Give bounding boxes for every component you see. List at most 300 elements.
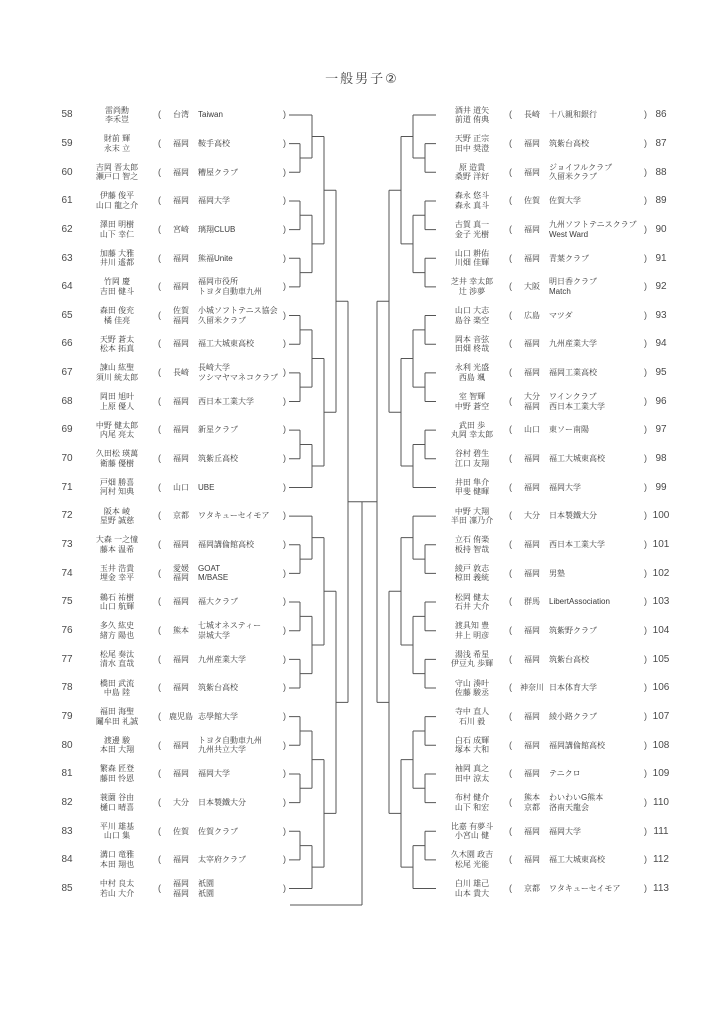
team-name: 九州ソフトテニスクラブ West Ward [549,220,637,239]
seed-number: 84 [61,854,73,866]
close-paren: ) [644,281,647,292]
seed-number: 102 [652,567,670,579]
prefecture: 福岡 [524,454,540,464]
team-name: マツダ [549,310,573,320]
close-paren: ) [644,137,647,148]
open-paren: ( [158,109,161,120]
open-paren: ( [509,281,512,292]
player-names: 戸畑 勝喜 河村 知典 [99,477,135,497]
player-names: 中野 大翔 半田 凜乃介 [450,506,494,526]
player-names: 大森 一之憧 藤本 温希 [95,535,139,554]
entry-row-103 [438,589,672,615]
entry-row-101 [438,532,672,558]
seed-number: 62 [61,223,73,235]
team-name: 日本体育大学 [549,683,597,693]
prefecture: 福岡 [173,597,189,607]
entry-row-85 [55,876,289,902]
bracket-path [289,115,436,905]
team-name: 新星クラブ [198,425,238,435]
seed-number: 90 [655,223,667,235]
open-paren: ( [509,252,512,263]
entry-row-71 [55,474,289,500]
entry-row-62 [55,217,289,243]
entry-row-82 [55,790,289,816]
close-paren: ) [644,252,647,263]
seed-number: 64 [61,281,73,293]
player-names: 蓑薗 谷由 樋口 晴喜 [99,793,135,812]
entry-row-111 [438,818,672,844]
seed-number: 79 [61,710,73,722]
seed-number: 113 [653,882,669,894]
seed-number: 111 [653,825,669,837]
seed-number: 94 [655,338,667,350]
entry-row-97 [438,417,672,443]
entry-row-81 [55,761,289,787]
close-paren: ) [644,223,647,234]
seed-number: 103 [652,596,670,608]
team-name: 小城ソフトテニス協会 久留米クラブ [198,306,278,325]
close-paren: ) [644,166,647,177]
seed-number: 73 [61,539,73,550]
player-names: 松岡 健太 石井 大介 [454,592,490,612]
close-paren: ) [644,596,647,607]
seed-number: 74 [61,567,73,579]
close-paren: ) [283,882,286,893]
prefecture: 福岡 [524,482,540,492]
prefecture: 福岡 [173,740,189,750]
team-name: 福大クラブ [198,597,238,607]
close-paren: ) [283,453,286,464]
player-names: 井田 隼介 甲斐 健暉 [454,477,490,497]
close-paren: ) [283,510,286,521]
entry-row-59 [55,131,289,157]
seed-number: 83 [61,825,73,837]
open-paren: ( [509,109,512,120]
team-name: 福岡大学 [198,196,230,206]
prefecture: 福岡 [524,769,540,779]
seed-number: 92 [655,281,667,293]
open-paren: ( [509,710,512,721]
player-names: 久木園 政吉 松尾 光能 [450,850,494,869]
entry-row-83 [55,818,289,844]
team-name: LibertAssociation [549,597,610,607]
player-names: 久田松 瑛萬 衛藤 優樹 [95,449,139,468]
prefecture: 福岡 [524,740,540,750]
team-name: 筑紫丘高校 [198,454,238,464]
close-paren: ) [283,252,286,263]
close-paren: ) [283,338,286,349]
team-name: 佐賀大学 [549,196,581,206]
entry-row-60 [55,159,289,185]
player-names: 立石 侑楽 板持 智哉 [454,535,490,554]
open-paren: ( [509,624,512,635]
prefecture: 佐賀 [524,196,540,206]
seed-number: 99 [655,481,667,493]
prefecture: 熊本 京都 [524,793,540,812]
open-paren: ( [158,682,161,693]
entry-row-108 [438,732,672,758]
open-paren: ( [509,510,512,521]
seed-number: 91 [655,252,667,264]
open-paren: ( [158,195,161,206]
team-name: 筑紫台高校 [549,138,589,148]
open-paren: ( [509,854,512,865]
page-title: 一般男子② [325,71,399,86]
prefecture: 福岡 [524,138,540,148]
team-name: ジョイフルクラブ 久留米クラブ [549,162,613,182]
open-paren: ( [158,166,161,177]
player-names: 古賀 真一 金子 光樹 [454,220,490,239]
team-name: 東ソー南陽 [549,425,589,435]
prefecture: 福岡 [173,425,189,435]
prefecture: 福岡 福岡 [173,879,189,898]
prefecture: 福岡 [524,540,540,549]
player-names: 玉井 浩貴 埋金 幸平 [99,563,135,583]
seed-number: 97 [655,424,667,436]
seed-number: 68 [61,395,73,407]
player-names: 橋田 武流 中島 陸 [99,678,135,697]
close-paren: ) [644,739,647,750]
entry-row-113 [438,876,672,902]
close-paren: ) [644,338,647,349]
seed-number: 101 [652,539,670,550]
player-names: 渡具知 豊 井上 明彦 [454,621,490,640]
prefecture: 佐賀 [173,826,189,836]
entry-row-66 [55,331,289,357]
seed-number: 88 [655,166,667,178]
close-paren: ) [644,510,647,521]
player-names: 雷尚勳 李禾豈 [105,105,129,124]
player-names: 吉岡 晋太郎 瀬戸口 智之 [95,162,139,182]
seed-number: 110 [653,796,669,808]
open-paren: ( [509,682,512,693]
entry-row-89 [438,188,672,214]
player-names: 中村 良太 若山 大介 [99,879,135,898]
seed-number: 100 [652,510,670,522]
prefecture: 福岡 [173,454,189,464]
seed-number: 69 [61,424,73,436]
entry-row-107 [438,704,672,730]
seed-number: 81 [61,768,73,780]
close-paren: ) [644,424,647,435]
close-paren: ) [644,854,647,865]
seed-number: 82 [61,796,73,808]
open-paren: ( [158,481,161,492]
open-paren: ( [509,166,512,177]
close-paren: ) [644,768,647,779]
prefecture: 山口 [524,425,540,435]
entry-row-94 [438,331,672,357]
prefecture: 鹿児島 [169,711,193,721]
entry-row-102 [438,560,672,586]
open-paren: ( [509,367,512,378]
open-paren: ( [509,739,512,750]
player-names: 酒井 道矢 前道 侑典 [454,105,490,124]
prefecture: 大分 [524,511,540,521]
close-paren: ) [644,309,647,320]
entry-row-74 [55,560,289,586]
close-paren: ) [644,624,647,635]
seed-number: 87 [655,137,667,149]
prefecture: 福岡 [524,855,540,865]
close-paren: ) [283,796,286,807]
entry-row-87 [438,131,672,157]
prefecture: 福岡 [173,253,189,263]
seed-number: 66 [61,338,73,350]
team-name: UBE [198,482,215,492]
entry-row-73 [55,532,289,558]
team-name: 西日本工業大学 [198,396,254,406]
close-paren: ) [644,653,647,664]
close-paren: ) [283,596,286,607]
team-name: トヨタ自動車九州 九州共立大学 [198,735,262,755]
close-paren: ) [644,682,647,693]
close-paren: ) [283,653,286,664]
open-paren: ( [509,309,512,320]
close-paren: ) [283,739,286,750]
entry-row-72 [55,503,289,529]
prefecture: 宮崎 [173,224,189,234]
open-paren: ( [158,567,161,578]
close-paren: ) [283,624,286,635]
seed-number: 106 [652,682,670,694]
seed-number: 71 [61,481,73,493]
close-paren: ) [283,223,286,234]
prefecture: 福岡 [524,568,540,578]
team-name: GOAT M/BASE [198,563,229,583]
team-name: 綾小路クラブ [549,711,597,721]
player-names: 鵜石 祐樹 山口 航輝 [99,592,135,612]
seed-number: 67 [61,367,73,379]
player-names: 諌山 紘聖 須川 統太郎 [95,363,139,382]
open-paren: ( [158,309,161,320]
entry-row-109 [438,761,672,787]
player-names: 竹岡 慶 吉田 健斗 [99,277,135,296]
prefecture: 大分 [173,797,189,807]
team-name: 福工大城東高校 [198,339,254,349]
open-paren: ( [158,453,161,464]
prefecture: 福岡 [173,282,189,292]
prefecture: 福岡 [173,855,189,865]
team-name: 七城オネスティー 崇城大学 [198,621,262,640]
close-paren: ) [283,424,286,435]
open-paren: ( [158,137,161,148]
close-paren: ) [644,453,647,464]
team-name: 福岡大学 [549,482,581,492]
prefecture: 京都 [524,883,540,893]
seed-number: 65 [61,309,73,321]
close-paren: ) [644,195,647,206]
team-name: 福工大城東高校 [549,855,605,865]
prefecture: 群馬 [524,597,540,607]
close-paren: ) [283,195,286,206]
entry-row-80 [55,732,289,758]
team-name: 西日本工業大学 [549,540,605,549]
open-paren: ( [158,252,161,263]
prefecture: 福岡 [173,196,189,206]
team-name: わいわいG熊本 洛南天龍会 [549,793,604,812]
open-paren: ( [158,796,161,807]
team-name: 明日香クラブ Match [549,277,597,296]
close-paren: ) [644,710,647,721]
prefecture: 熊本 [173,625,189,635]
seed-number: 85 [61,882,73,894]
team-name: 璃翔CLUB [198,224,236,234]
prefecture: 福岡 [173,339,189,349]
prefecture: 福岡 [524,711,540,721]
close-paren: ) [283,309,286,320]
player-names: 布村 健介 山下 和宏 [454,793,490,812]
open-paren: ( [158,539,161,549]
entry-row-76 [55,618,289,644]
prefecture: 福岡 [524,339,540,349]
player-names: 繁森 匠登 藤田 怜恩 [99,764,135,783]
team-name: ワインクラブ 西日本工業大学 [549,392,605,411]
open-paren: ( [158,424,161,435]
team-name: Taiwan [198,110,223,120]
team-name: 男塾 [549,568,565,578]
player-names: 原 造貴 桑野 洋好 [454,162,490,182]
entry-row-86 [438,102,672,128]
open-paren: ( [509,223,512,234]
entry-row-106 [438,675,672,701]
entry-row-104 [438,618,672,644]
player-names: 渡邊 駿 本田 大翔 [99,735,135,755]
entry-row-61 [55,188,289,214]
open-paren: ( [158,596,161,607]
close-paren: ) [283,825,286,836]
seed-number: 63 [61,252,73,264]
close-paren: ) [644,367,647,378]
prefecture: 福岡 [524,654,540,664]
prefecture: 福岡 [524,224,540,234]
player-names: 多久 紘史 緒方 陽也 [99,621,135,640]
player-names: 寺中 直人 石川 毅 [454,707,490,726]
prefecture: 山口 [173,482,189,492]
prefecture: 福岡 [524,368,540,378]
player-names: 岡本 音弦 田畑 柊哉 [454,334,490,354]
open-paren: ( [158,510,161,521]
open-paren: ( [509,539,512,549]
seed-number: 104 [652,624,670,636]
player-names: 比嘉 有夢斗 小宮山 健 [450,821,494,841]
player-names: 山口 大志 島谷 楽空 [454,306,490,325]
open-paren: ( [158,367,161,378]
prefecture: 福岡 [173,769,189,779]
team-name: ワタキューセイモア [198,511,270,521]
entry-row-110 [438,790,672,816]
entry-row-92 [438,274,672,300]
close-paren: ) [283,682,286,693]
open-paren: ( [509,395,512,406]
player-names: 守山 湊叶 佐藤 駿丞 [454,678,490,697]
prefecture: 福岡 [173,654,189,664]
prefecture: 広島 [524,310,540,320]
entry-row-112 [438,847,672,873]
entry-row-79 [55,704,289,730]
open-paren: ( [158,825,161,836]
open-paren: ( [158,768,161,779]
player-names: 中野 健太郎 内尾 亮太 [95,420,139,440]
team-name: 十八親和銀行 [549,110,597,120]
team-name: 日本製鐵大分 [198,797,246,807]
open-paren: ( [158,624,161,635]
entry-row-100 [438,503,672,529]
team-name: 佐賀クラブ [198,826,238,836]
team-name: 福岡講倫館高校 [198,540,254,549]
open-paren: ( [509,567,512,578]
open-paren: ( [158,739,161,750]
player-names: 湯浅 希星 伊豆丸 歩輝 [450,649,494,669]
entry-row-67 [55,360,289,386]
entry-row-95 [438,360,672,386]
entry-row-69 [55,417,289,443]
open-paren: ( [509,195,512,206]
seed-number: 107 [652,710,670,722]
player-names: 阪本 崚 星野 誠慈 [99,506,135,526]
close-paren: ) [283,710,286,721]
prefecture: 福岡 [524,167,540,177]
seed-number: 59 [61,137,73,149]
player-names: 天野 蒼太 松本 拓真 [99,334,135,354]
entry-row-58 [55,102,289,128]
open-paren: ( [509,453,512,464]
open-paren: ( [509,338,512,349]
prefecture: 大阪 [524,282,540,292]
open-paren: ( [509,653,512,664]
team-name: 熊福Unite [198,253,233,263]
team-name: テニクロ [549,769,581,779]
open-paren: ( [158,281,161,292]
prefecture: 福岡 [524,625,540,635]
team-name: 長崎大学 ツシマヤマネコクラブ [198,363,278,382]
team-name: 九州産業大学 [198,654,246,664]
player-names: 綾戸 敦志 椋田 義統 [454,563,490,583]
open-paren: ( [509,796,512,807]
prefecture: 福岡 [173,540,189,549]
entry-row-78 [55,675,289,701]
player-names: 澤田 明樹 山下 幸仁 [99,220,135,239]
close-paren: ) [644,796,647,807]
open-paren: ( [158,854,161,865]
close-paren: ) [644,825,647,836]
seed-number: 60 [61,166,73,178]
team-name: 日本製鐵大分 [549,511,597,521]
close-paren: ) [644,109,647,120]
seed-number: 112 [653,854,669,866]
entry-row-96 [438,389,672,415]
entry-row-77 [55,646,289,672]
entry-row-88 [438,159,672,185]
seed-number: 105 [652,653,670,665]
close-paren: ) [644,882,647,893]
team-name: 青葉クラブ [549,253,589,263]
player-names: 永利 光盛 西島 颯 [454,363,490,382]
seed-number: 78 [61,682,73,694]
player-names: 岡田 旭叶 上原 優人 [99,392,135,411]
player-names: 芝井 幸太郎 辻 渉夢 [450,277,494,296]
player-names: 平川 雄基 山口 集 [99,821,135,841]
entry-row-99 [438,474,672,500]
seed-number: 70 [61,453,73,465]
close-paren: ) [283,539,286,549]
prefecture: 福岡 [173,683,189,693]
close-paren: ) [283,854,286,865]
team-name: 九州産業大学 [549,339,597,349]
prefecture: 神奈川 [520,683,544,693]
close-paren: ) [283,137,286,148]
entry-row-75 [55,589,289,615]
